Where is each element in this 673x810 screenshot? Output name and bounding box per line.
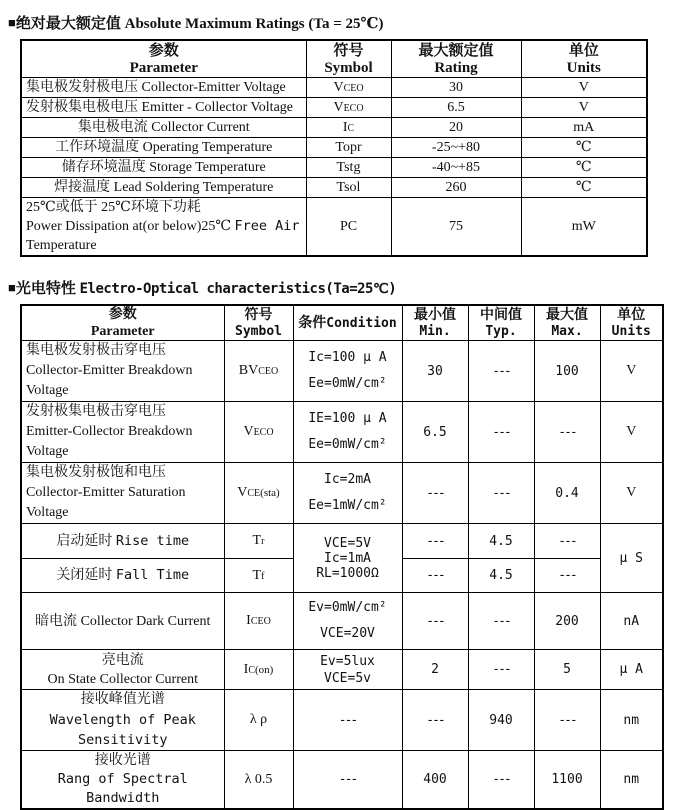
symbol-tail: (sta)	[260, 487, 280, 499]
table-header-row	[21, 305, 663, 341]
units-cell: V	[521, 98, 647, 118]
units-cell: V	[600, 463, 663, 524]
symbol-cell	[224, 524, 293, 559]
symbol-main: V	[237, 485, 248, 500]
col-header-rating	[391, 40, 521, 78]
symbol-cell	[306, 78, 391, 98]
param-line: 集电极发射极饱和电压	[26, 465, 166, 480]
condition-line: Ic=100 μ A	[308, 350, 387, 365]
param-line: Temperature	[26, 238, 97, 253]
symbol-main: I	[342, 119, 348, 135]
param-zh: 暗电流	[35, 613, 78, 629]
param-cell	[21, 751, 224, 810]
max-cell: 0.4	[534, 463, 600, 524]
param-en: Collector Dark Current	[80, 613, 211, 629]
symbol-cell	[306, 158, 391, 178]
rating-cell: -25~+80	[391, 138, 521, 158]
symbol-cell	[306, 98, 391, 118]
condition-line: Ee=0mW/cm²	[308, 437, 387, 452]
min-cell: ---	[402, 559, 468, 593]
abs-max-title-zh: 绝对最大额定值	[15, 16, 121, 32]
symbol-sub: CE	[247, 488, 261, 499]
param-cell	[21, 463, 224, 524]
param-en: Fall Time	[115, 567, 190, 583]
typ-cell: 940	[468, 690, 534, 751]
table-row	[21, 98, 647, 118]
condition-cell	[293, 524, 402, 593]
param-cell	[21, 559, 224, 593]
header-label: 最大额定值	[418, 42, 494, 59]
condition-line: Ee=0mW/cm²	[308, 376, 387, 391]
max-cell: 100	[534, 341, 600, 402]
max-cell: ---	[534, 559, 600, 593]
param-line	[26, 217, 306, 236]
table-row	[21, 78, 647, 98]
min-cell: ---	[402, 593, 468, 650]
min-cell: ---	[402, 524, 468, 559]
col-header-min	[402, 305, 468, 341]
condition-line: Ev=0mW/cm²	[308, 600, 387, 615]
param-line: Collector-Emitter Breakdown	[26, 363, 193, 378]
param-cell	[21, 593, 224, 650]
symbol-sub: f	[261, 570, 265, 582]
header-label: 条件Condition	[298, 316, 397, 331]
table-row	[21, 650, 663, 690]
header-label: 最大值	[546, 307, 588, 323]
table-row	[21, 593, 663, 650]
symbol-cell	[224, 650, 293, 690]
symbol-cell	[306, 138, 391, 158]
units-cell: mW	[521, 198, 647, 257]
param-line: 亮电流	[101, 652, 144, 668]
rating-cell: 6.5	[391, 98, 521, 118]
table-row	[21, 198, 647, 257]
col-header-units	[521, 40, 647, 78]
param-zh: 关闭延时	[56, 568, 113, 583]
condition-cell: ---	[293, 690, 402, 751]
table-row	[21, 463, 663, 524]
electro-optical-title-en: Electro-Optical characteristics(Ta=25℃)	[79, 281, 397, 297]
max-cell: ---	[534, 402, 600, 463]
abs-max-table	[20, 39, 648, 257]
max-cell: ---	[534, 524, 600, 559]
param-line: Voltage	[26, 383, 69, 398]
param-cell	[21, 524, 224, 559]
min-cell: 6.5	[402, 402, 468, 463]
symbol-sub: ECO	[343, 102, 364, 114]
square-bullet-icon: ■	[8, 15, 16, 30]
symbol-main: BV	[238, 363, 259, 378]
square-bullet-icon: ■	[8, 280, 16, 295]
header-label: Symbol	[324, 59, 373, 76]
abs-max-title	[8, 12, 673, 33]
typ-cell: ---	[468, 650, 534, 690]
symbol-main: λ ρ	[249, 712, 268, 727]
symbol-cell	[224, 690, 293, 751]
table-row	[21, 138, 647, 158]
col-header-parameter	[21, 40, 306, 78]
col-header-symbol	[224, 305, 293, 341]
symbol-cell	[224, 593, 293, 650]
col-header-parameter	[21, 305, 224, 341]
symbol-sub: r	[261, 536, 265, 547]
table-row	[21, 178, 647, 198]
units-cell: V	[600, 341, 663, 402]
units-cell: μ S	[600, 524, 663, 593]
electro-optical-title-zh: 光电特性	[15, 281, 76, 297]
condition-line: VCE=20V	[320, 626, 375, 641]
symbol-main: I	[246, 613, 251, 628]
header-label: Rating	[434, 59, 478, 76]
condition-line: VCE=5v	[324, 670, 371, 686]
param-line-part: Free Air	[234, 218, 300, 234]
symbol-sub: ECO	[253, 427, 274, 438]
header-label: 中间值	[480, 307, 522, 323]
symbol-main: V	[243, 424, 254, 439]
table-row	[21, 402, 663, 463]
col-header-units	[600, 305, 663, 341]
typ-cell: 4.5	[468, 559, 534, 593]
symbol-main: V	[333, 99, 344, 115]
param-cell	[21, 402, 224, 463]
min-cell: 2	[402, 650, 468, 690]
typ-cell: ---	[468, 341, 534, 402]
units-cell: ℃	[521, 138, 647, 158]
condition-line: Ev=5lux	[320, 653, 375, 669]
max-cell: 5	[534, 650, 600, 690]
rating-cell: 30	[391, 78, 521, 98]
header-label: 参数	[108, 307, 137, 322]
abs-max-title-en: Absolute Maximum Ratings (Ta = 25℃)	[124, 16, 384, 32]
table-header-row	[21, 40, 647, 78]
param-cell	[21, 690, 224, 751]
param-line: Collector-Emitter Saturation	[26, 485, 186, 500]
param-line: 集电极发射极击穿电压	[26, 343, 166, 358]
param-line: 发射极集电极击穿电压	[26, 404, 166, 419]
param-cell	[21, 341, 224, 402]
param-line: Sensitivity	[78, 732, 168, 748]
typ-cell: 4.5	[468, 524, 534, 559]
col-header-typ	[468, 305, 534, 341]
symbol-sub: CEO	[250, 616, 271, 627]
table-row	[21, 158, 647, 178]
symbol-main: λ 0.5	[244, 771, 273, 787]
symbol-cell	[224, 341, 293, 402]
rating-cell: 75	[391, 198, 521, 257]
header-label: Parameter	[129, 59, 198, 76]
min-cell: ---	[402, 690, 468, 751]
symbol-main: Tstg	[336, 159, 361, 175]
units-cell: μ A	[600, 650, 663, 690]
datasheet-page	[0, 12, 673, 806]
symbol-cell	[306, 178, 391, 198]
param-line: 接收光谱	[94, 753, 151, 768]
param-line: Emitter-Collector Breakdown	[26, 424, 193, 439]
header-label: Units	[566, 59, 601, 76]
units-cell: V	[521, 78, 647, 98]
col-header-max	[534, 305, 600, 341]
table-row	[21, 341, 663, 402]
symbol-main: Tsol	[336, 179, 361, 195]
symbol-main: T	[252, 567, 262, 583]
symbol-cell	[224, 559, 293, 593]
units-cell: nm	[600, 751, 663, 810]
symbol-main: V	[333, 79, 344, 95]
param-cell: 焊接温度 Lead Soldering Temperature	[21, 178, 306, 198]
param-line: Rang of Spectral Bandwidth	[57, 771, 188, 806]
header-label: 最小值	[414, 307, 456, 323]
table-row	[21, 751, 663, 810]
units-cell: nm	[600, 690, 663, 751]
condition-cell: ---	[293, 751, 402, 810]
symbol-main: PC	[339, 218, 358, 234]
param-line: 25℃或低于 25℃环境下功耗	[26, 200, 201, 215]
param-cell: 集电极电流 Collector Current	[21, 118, 306, 138]
eo-table	[20, 304, 664, 810]
param-line: Voltage	[26, 505, 69, 520]
table-row	[21, 524, 663, 559]
param-cell	[21, 650, 224, 690]
rating-cell: 260	[391, 178, 521, 198]
header-label: 参数	[148, 42, 179, 59]
symbol-main: T	[252, 533, 262, 548]
col-header-condition	[293, 305, 402, 341]
header-label: 符号	[333, 42, 364, 59]
symbol-sub: CEO	[258, 366, 279, 377]
col-header-symbol	[306, 40, 391, 78]
header-label: 单位	[568, 42, 599, 59]
symbol-cell	[306, 118, 391, 138]
units-cell: nA	[600, 593, 663, 650]
symbol-cell	[224, 402, 293, 463]
symbol-sub: CEO	[343, 82, 364, 94]
typ-cell: ---	[468, 593, 534, 650]
param-line-part: Power Dissipation at(or below)25℃	[26, 219, 235, 234]
symbol-tail: (on)	[255, 663, 274, 676]
condition-line: IE=100 μ A	[308, 411, 387, 426]
param-cell: 集电极发射极电压 Collector-Emitter Voltage	[21, 78, 306, 98]
param-cell: 工作环境温度 Operating Temperature	[21, 138, 306, 158]
min-cell: 30	[402, 341, 468, 402]
param-en: Rise time	[115, 532, 190, 549]
typ-cell: ---	[468, 751, 534, 810]
symbol-cell	[306, 198, 391, 257]
units-cell: mA	[521, 118, 647, 138]
condition-line: RL=1000Ω	[316, 565, 379, 581]
header-label: Units	[611, 323, 651, 339]
rating-cell: -40~+85	[391, 158, 521, 178]
header-label: Parameter	[90, 324, 155, 339]
param-cell: 发射极集电极电压 Emitter - Collector Voltage	[21, 98, 306, 118]
param-line: 接收峰值光谱	[80, 692, 165, 707]
header-label: Typ.	[485, 323, 517, 339]
symbol-sub: C	[347, 122, 355, 134]
max-cell: ---	[534, 690, 600, 751]
condition-line: VCE=5V	[324, 535, 371, 551]
condition-cell	[293, 341, 402, 402]
typ-cell: ---	[468, 402, 534, 463]
symbol-cell	[224, 751, 293, 810]
condition-line: Ee=1mW/cm²	[308, 498, 387, 513]
table-row	[21, 118, 647, 138]
condition-cell	[293, 463, 402, 524]
param-line: Wavelength of Peak	[49, 712, 196, 728]
header-label: Max.	[551, 323, 583, 339]
rating-cell: 20	[391, 118, 521, 138]
max-cell: 1100	[534, 751, 600, 810]
symbol-main: I	[243, 661, 249, 677]
param-line: On State Collector Current	[47, 671, 198, 687]
condition-cell	[293, 402, 402, 463]
param-cell: 储存环境温度 Storage Temperature	[21, 158, 306, 178]
typ-cell: ---	[468, 463, 534, 524]
units-cell: ℃	[521, 178, 647, 198]
electro-optical-title	[8, 277, 673, 298]
condition-line: Ic=1mA	[324, 550, 371, 566]
symbol-cell	[224, 463, 293, 524]
param-cell	[21, 198, 306, 257]
condition-cell	[293, 593, 402, 650]
param-line: Voltage	[26, 444, 69, 459]
header-label: 单位	[617, 307, 646, 323]
units-cell: V	[600, 402, 663, 463]
param-zh: 启动延时	[56, 533, 113, 549]
condition-line: Ic=2mA	[324, 472, 371, 487]
min-cell: 400	[402, 751, 468, 810]
symbol-main: Topr	[335, 139, 362, 155]
table-row	[21, 690, 663, 751]
header-label: Symbol	[235, 323, 282, 339]
header-label: Min.	[419, 323, 451, 339]
condition-cell	[293, 650, 402, 690]
units-cell: ℃	[521, 158, 647, 178]
max-cell: 200	[534, 593, 600, 650]
min-cell: ---	[402, 463, 468, 524]
header-label: 符号	[244, 307, 273, 323]
symbol-sub: C	[248, 664, 255, 676]
